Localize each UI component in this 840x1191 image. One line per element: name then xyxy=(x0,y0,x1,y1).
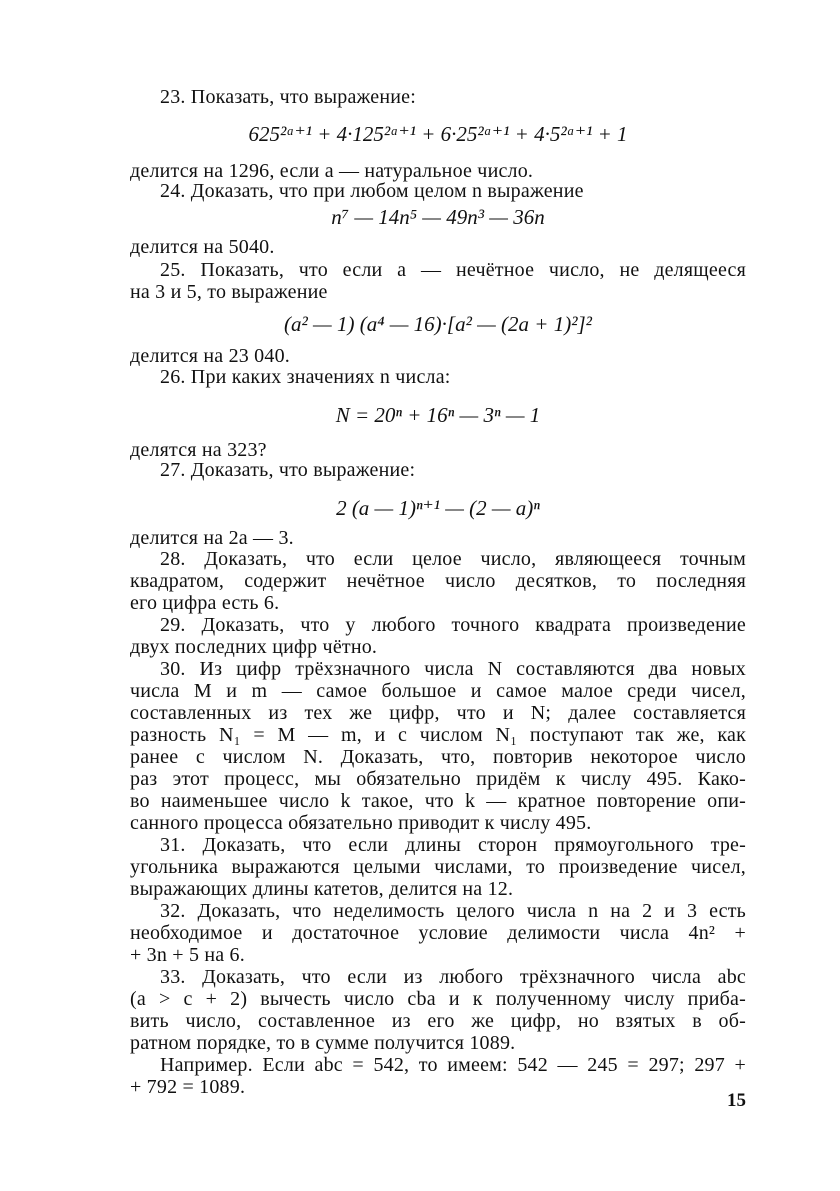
problem-28-text-cont: квадратом, содержит нечётное число десятков, то последняя xyxy=(130,570,746,592)
problem-27-formula: 2 (a — 1)ⁿ⁺¹ — (2 — a)ⁿ xyxy=(336,496,540,520)
problem-30-text-6: раз этот процесс, мы обязательно придём к числу 495. Како- xyxy=(130,768,746,790)
problem-30-text-8: санного процесса обязательно приводит к числу 495. xyxy=(130,812,592,834)
problem-31-text: 31. Доказать, что если длины сторон прямоугольного тре- xyxy=(160,834,746,856)
example-text-end: + 792 = 1089. xyxy=(130,1076,246,1098)
problem-28-text: 28. Доказать, что если целое число, являющееся точным xyxy=(160,548,746,570)
problem-23-text: 23. Показать, что выражение: xyxy=(160,86,417,108)
problem-25-conclusion: делится на 23 040. xyxy=(130,345,290,367)
example-text: Например. Если abc = 542, то имеем: 542 — 245 = 297; 297 + xyxy=(160,1054,746,1076)
problem-26-conclusion: делятся на 323? xyxy=(130,439,267,461)
page-number: 15 xyxy=(727,1090,746,1111)
problem-31-text-2: угольника выражаются целыми числами, то произведение чисел, xyxy=(130,856,746,878)
problem-30-text-3: составленных из тех же цифр, что и N; далее составляется xyxy=(130,702,746,724)
problem-25-formula: (a² — 1) (a⁴ — 16)·[a² — (2a + 1)²]² xyxy=(284,312,592,336)
problem-23-formula: 625²ᵃ⁺¹ + 4·125²ᵃ⁺¹ + 6·25²ᵃ⁺¹ + 4·5²ᵃ⁺¹ + 1 xyxy=(248,122,628,146)
problem-27-conclusion: делится на 2a — 3. xyxy=(130,527,294,549)
problem-30-text-5: ранее с числом N. Доказать, что, повторив некоторое число xyxy=(130,746,746,768)
problem-24-formula: n⁷ — 14n⁵ — 49n³ — 36n xyxy=(331,205,545,229)
problem-24-text: 24. Доказать, что при любом целом n выражение xyxy=(160,180,584,202)
problem-29-text: 29. Доказать, что у любого точного квадрата произведение xyxy=(160,614,746,636)
problem-30-text-2: числа M и m — самое большое и самое малое среди чисел, xyxy=(130,680,746,702)
problem-27-text: 27. Доказать, что выражение: xyxy=(160,459,416,481)
problem-31-text-3: выражающих длины катетов, делится на 12. xyxy=(130,878,514,900)
problem-30-text-7: во наименьшее число k такое, что k — кратное повторение опи- xyxy=(130,790,746,812)
problem-25-text: 25. Показать, что если a — нечётное число, не делящееся xyxy=(160,259,746,281)
problem-29-text-end: двух последних цифр чётно. xyxy=(130,636,378,658)
problem-24-conclusion: делится на 5040. xyxy=(130,236,275,258)
problem-33-text: 33. Доказать, что если из любого трёхзначного числа abc xyxy=(160,966,746,988)
problem-25-text-cont: на 3 и 5, то выражение xyxy=(130,281,328,303)
problem-30-text-4: разность N₁ = M — m, и с числом N₁ поступают так же, как xyxy=(130,724,746,746)
problem-30-text: 30. Из цифр трёхзначного числа N составляются два новых xyxy=(160,658,746,680)
problem-33-text-3: вить число, составленное из его же цифр, но взятых в об- xyxy=(130,1010,746,1032)
problem-26-formula: N = 20ⁿ + 16ⁿ — 3ⁿ — 1 xyxy=(335,403,541,427)
problem-23-conclusion: делится на 1296, если a — натуральное число. xyxy=(130,160,534,182)
problem-32-text-2: необходимое и достаточное условие делимости числа 4n² + xyxy=(130,922,746,944)
problem-26-text: 26. При каких значениях n числа: xyxy=(160,366,451,388)
problem-32-text-3: + 3n + 5 на 6. xyxy=(130,944,245,966)
problem-33-text-4: ратном порядке, то в сумме получится 1089. xyxy=(130,1032,516,1054)
problem-28-text-end: его цифра есть 6. xyxy=(130,592,280,614)
problem-32-text: 32. Доказать, что неделимость целого числа n на 2 и 3 есть xyxy=(160,900,746,922)
problem-33-text-2: (a > c + 2) вычесть число cba и к полученному числу приба- xyxy=(130,988,746,1010)
